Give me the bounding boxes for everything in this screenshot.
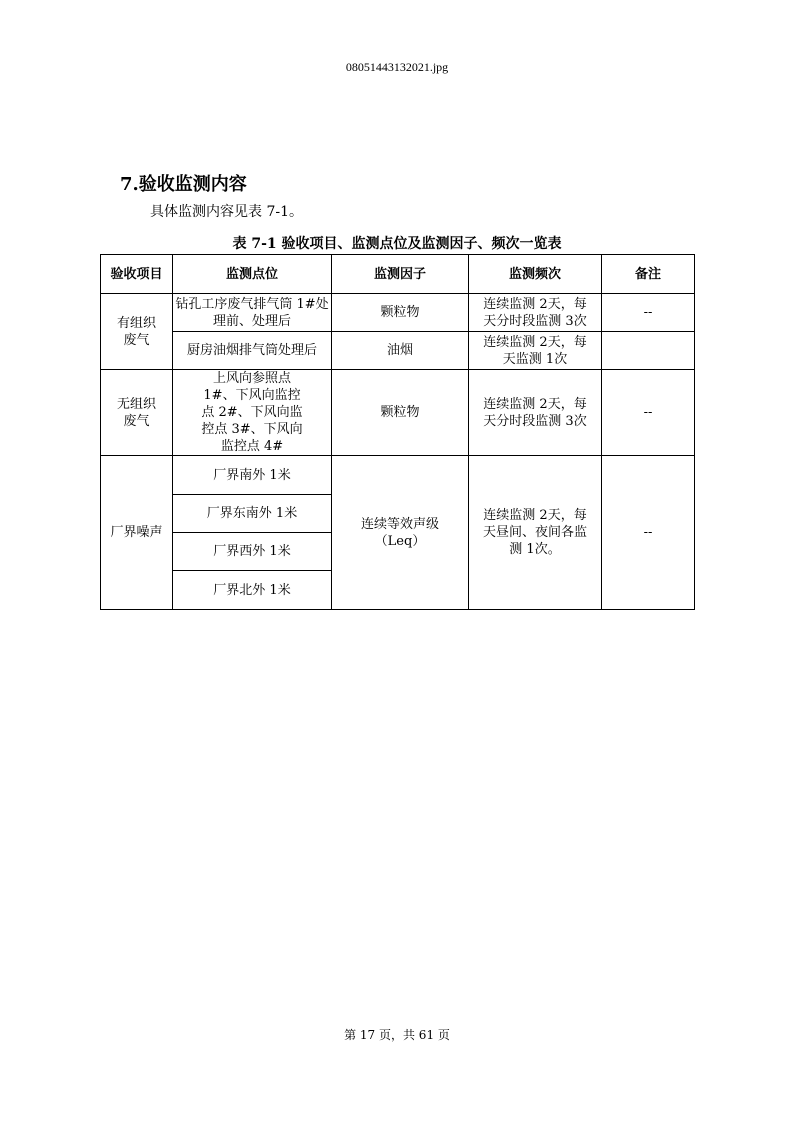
image-filename: 08051443132021.jpg xyxy=(345,60,449,74)
remark-cell: -- xyxy=(602,456,695,610)
header-point: 监测点位 xyxy=(173,255,332,294)
table-row xyxy=(101,370,695,456)
monitoring-table xyxy=(100,254,695,610)
frequency-cell: 连续监测 2天，每天分时段监测 3次 xyxy=(469,294,602,332)
point-cell: 厂界北外 1米 xyxy=(173,571,332,610)
factor-cell: 颗粒物 xyxy=(332,294,469,332)
table-row xyxy=(101,456,695,495)
intro-text: 具体监测内容见表 7-1。 xyxy=(150,204,303,220)
frequency-cell: 连续监测 2天，每天分时段监测 3次 xyxy=(469,370,602,456)
item-cell: 厂界噪声 xyxy=(101,456,173,610)
point-cell: 上风向参照点 1#、下风向监控点 2#、下风向监控点 3#、下风向监控点 4# xyxy=(173,370,332,456)
header-remark: 备注 xyxy=(602,255,695,294)
header-item: 验收项目 xyxy=(101,255,173,294)
table-header-row xyxy=(101,255,695,294)
frequency-cell: 连续监测 2天，每天监测 1次 xyxy=(469,332,602,370)
point-cell: 厨房油烟排气筒处理后 xyxy=(173,332,332,370)
frequency-cell: 连续监测 2天，每天昼间、夜间各监测 1次。 xyxy=(469,456,602,610)
point-cell: 厂界南外 1米 xyxy=(173,456,332,495)
header-factor: 监测因子 xyxy=(332,255,469,294)
item-cell: 有组织废气 xyxy=(101,294,173,370)
point-cell: 厂界东南外 1米 xyxy=(173,495,332,533)
table-row xyxy=(101,294,695,332)
remark-cell: -- xyxy=(602,294,695,332)
table-caption: 表 7-1 验收项目、监测点位及监测因子、频次一览表 xyxy=(232,236,562,252)
table-row xyxy=(101,332,695,370)
factor-cell: 油烟 xyxy=(332,332,469,370)
section-title: 7.验收监测内容 xyxy=(120,174,247,195)
point-cell: 钻孔工序废气排气筒 1#处理前、处理后 xyxy=(173,294,332,332)
item-cell: 无组织废气 xyxy=(101,370,173,456)
header-frequency: 监测频次 xyxy=(469,255,602,294)
remark-cell-empty xyxy=(602,332,695,370)
factor-cell: 连续等效声级（Leq） xyxy=(332,456,469,610)
page-number: 第 17 页，共 61 页 xyxy=(344,1028,450,1042)
point-cell: 厂界西外 1米 xyxy=(173,533,332,571)
remark-cell: -- xyxy=(602,370,695,456)
factor-cell: 颗粒物 xyxy=(332,370,469,456)
